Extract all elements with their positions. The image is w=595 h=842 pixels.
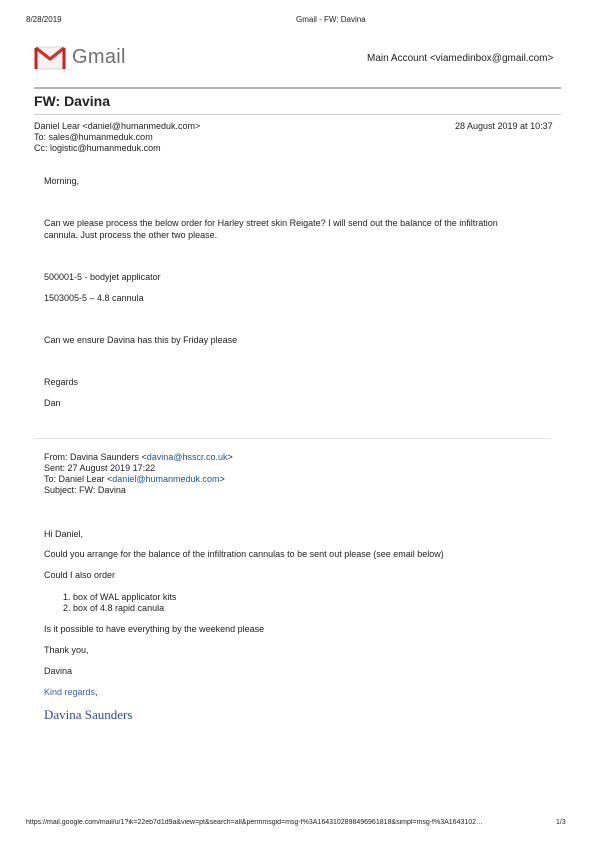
footer-page-number: 1/3 xyxy=(556,819,566,826)
fwd-to-close: > xyxy=(219,474,225,484)
fwd-list-item-2 xyxy=(63,603,164,613)
fwd-from xyxy=(44,452,233,463)
header-divider xyxy=(34,87,561,89)
fwd-from-close: > xyxy=(227,452,233,462)
body-regards: Regards xyxy=(44,377,79,387)
email-subject: FW: Davina xyxy=(34,93,110,109)
print-title: Gmail - FW: Davina xyxy=(296,15,366,24)
quote-divider xyxy=(34,438,551,439)
fwd-name: Davina xyxy=(44,666,73,676)
gmail-envelope-icon xyxy=(34,46,66,70)
fwd-kind-regards-comma: , xyxy=(95,687,98,697)
body-ensure: Can we ensure Davina has this by Friday please xyxy=(44,335,238,345)
gmail-logo[interactable] xyxy=(34,44,134,72)
fwd-to-label: To: Daniel Lear < xyxy=(44,474,113,484)
body-request-line-1: Can we please process the below order for Harley street skin Reigate? I will send out the balance of the infiltration xyxy=(44,218,498,228)
print-date: 8/28/2019 xyxy=(26,15,62,24)
fwd-kind-regards-text: Kind regards xyxy=(44,687,96,697)
fwd-sent: Sent: 27 August 2019 17:22 xyxy=(44,463,156,473)
fwd-to xyxy=(44,474,225,485)
fwd-signature: Davina Saunders xyxy=(44,707,133,722)
fwd-greeting: Hi Daniel, xyxy=(44,529,84,539)
fwd-from-email-link[interactable]: davina@hsscr.co.uk xyxy=(146,452,228,462)
list-number: 1. xyxy=(63,592,74,602)
footer-url: https://mail.google.com/mail/u/1?ik=22eb7d1d9a&view=pt&search=all&permmsgid=msg-f%3A1643102898496961818&simpl=msg-f%3A1643102… xyxy=(26,819,484,826)
fwd-line-2: Could I also order xyxy=(44,570,116,580)
fwd-list-item-2-text: box of 4.8 rapid canula xyxy=(73,603,165,613)
account-label: Main Account <viamedinbox@gmail.com> xyxy=(367,53,554,64)
fwd-thanks: Thank you, xyxy=(44,645,89,655)
order-item-1: 500001-5 - bodyjet applicator xyxy=(44,272,161,282)
body-greeting: Morning, xyxy=(44,176,80,186)
order-item-2: 1503005-5 – 4.8 cannula xyxy=(44,293,144,303)
gmail-wordmark: Gmail xyxy=(72,46,126,68)
fwd-subject: Subject: FW: Davina xyxy=(44,485,126,495)
list-number: 2. xyxy=(63,603,74,613)
recipient-cc: Cc: logistic@humanmeduk.com xyxy=(34,143,161,153)
fwd-line-3: Is it possible to have everything by the weekend please xyxy=(44,624,265,634)
body-request-line-2: cannula. Just process the other two please. xyxy=(44,230,218,240)
fwd-list-item-1 xyxy=(63,592,176,602)
fwd-list-item-1-text: box of WAL applicator kits xyxy=(73,592,177,602)
recipient-to: To: sales@humanmeduk.com xyxy=(34,132,153,142)
subject-divider xyxy=(34,114,561,115)
fwd-from-label: From: Davina Saunders < xyxy=(44,452,147,462)
body-signoff-name: Dan xyxy=(44,398,61,408)
fwd-to-email-link[interactable]: daniel@humanmeduk.com xyxy=(112,474,220,484)
message-date: 28 August 2019 at 10:37 xyxy=(455,121,553,131)
fwd-line-1: Could you arrange for the balance of the infiltration cannulas to be sent out please (see email below) xyxy=(44,549,444,559)
sender: Daniel Lear <daniel@humanmeduk.com> xyxy=(34,121,201,131)
fwd-kind-regards xyxy=(44,687,98,697)
